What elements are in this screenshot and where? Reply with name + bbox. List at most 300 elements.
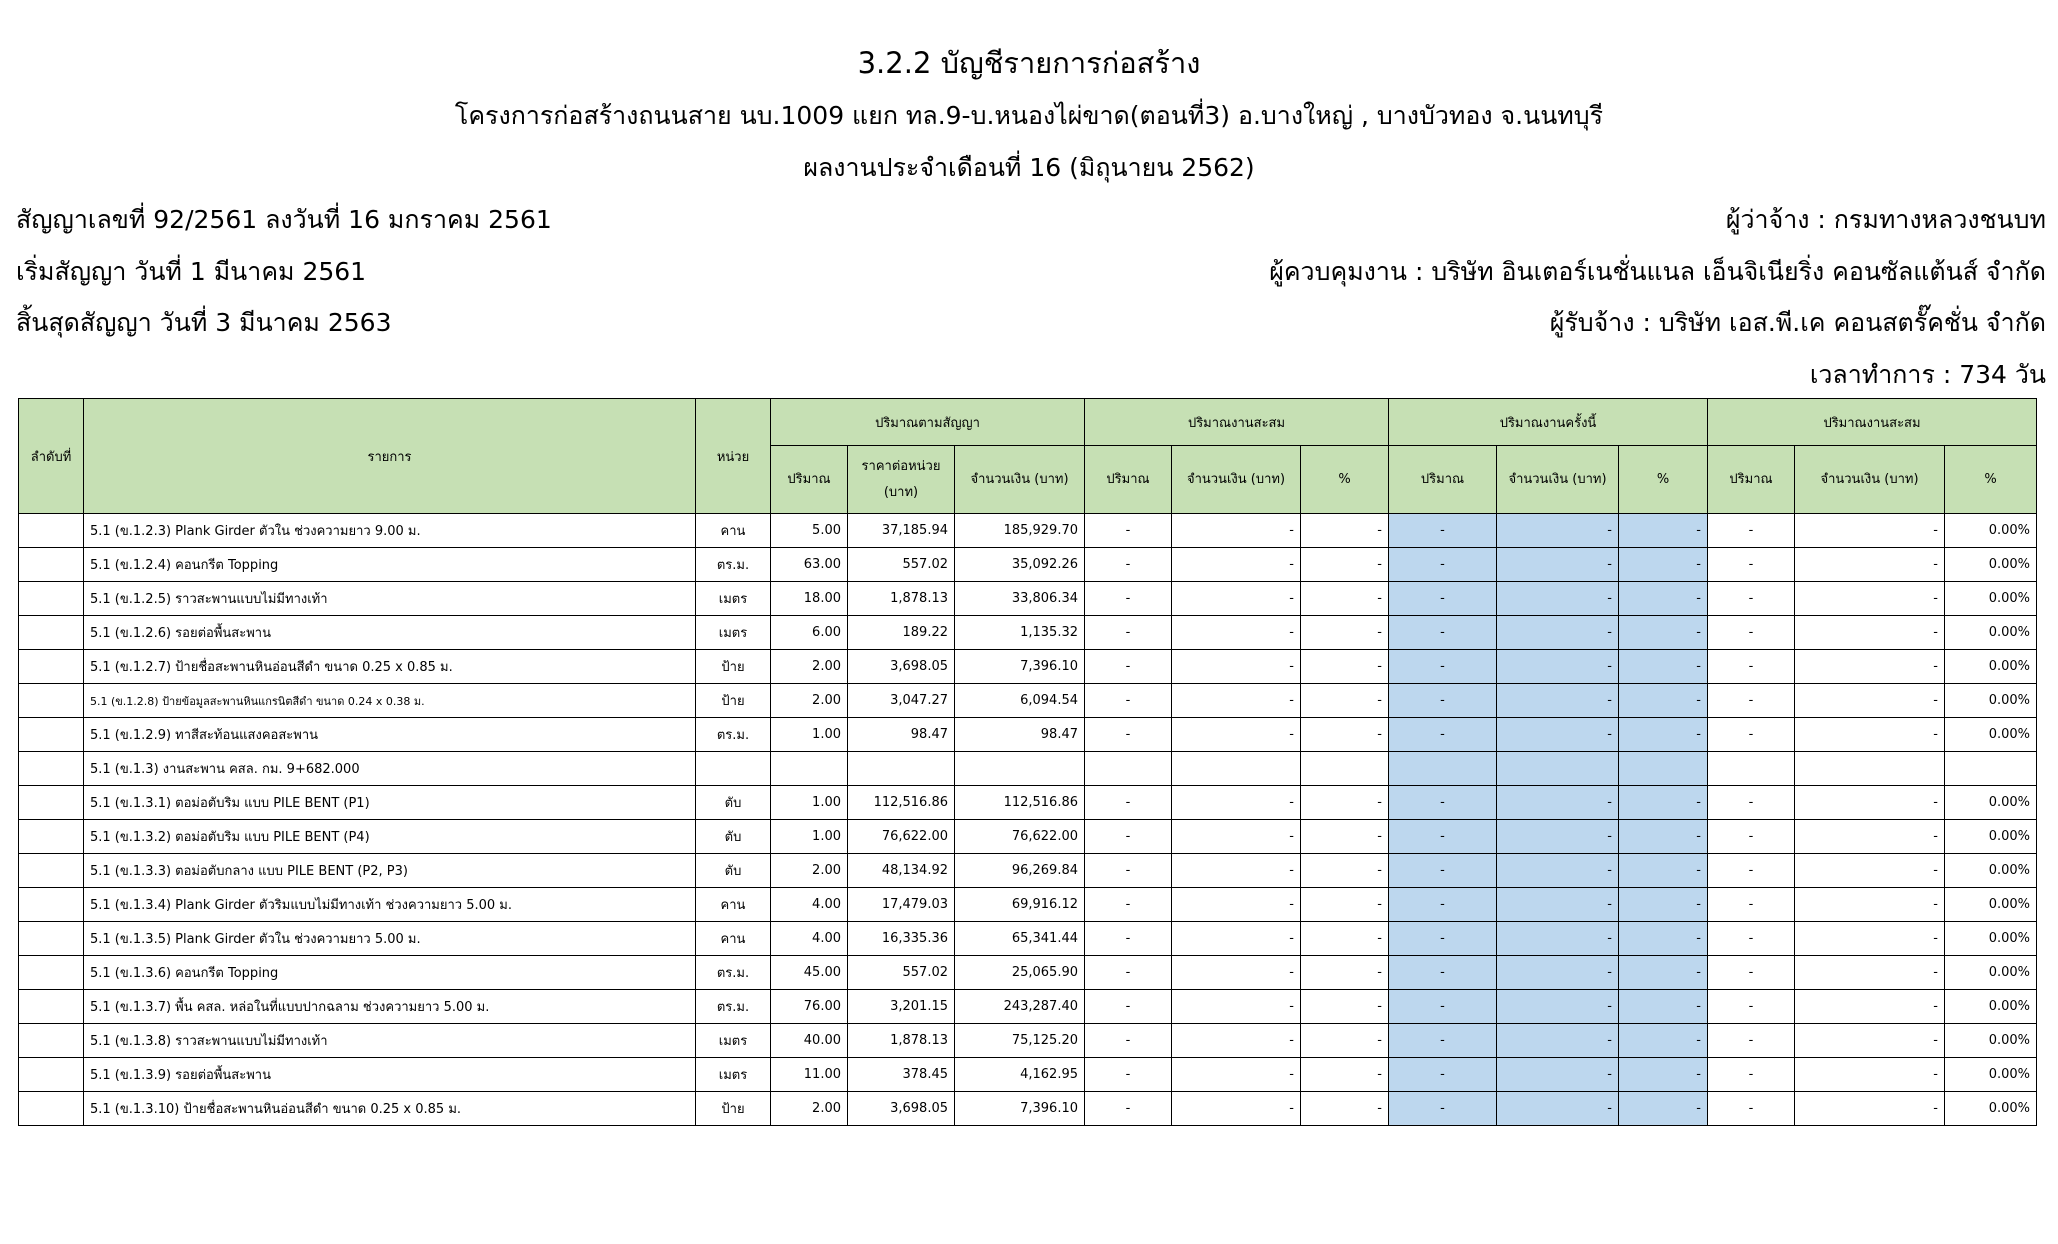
cell-contract-amount: 112,516.86 (955, 786, 1085, 820)
cell-item: 5.1 (ข.1.3.5) Plank Girder ตัวใน ช่วงความยาว 5.00 ม. (84, 922, 696, 956)
cell-contract-qty (771, 752, 848, 786)
cell-cum-amount: - (1795, 990, 1945, 1024)
cell-unit-price: 37,185.94 (848, 514, 955, 548)
cell-no (19, 752, 84, 786)
cell-no (19, 990, 84, 1024)
cell-unit: ป้าย (696, 650, 771, 684)
cell-no (19, 1024, 84, 1058)
cell-item: 5.1 (ข.1.3.3) ตอม่อตับกลาง แบบ PILE BENT (P2, P3) (84, 854, 696, 888)
cell-no (19, 582, 84, 616)
cell-prev-amount: - (1172, 820, 1301, 854)
table-row (19, 820, 2037, 854)
table-row (19, 548, 2037, 582)
cell-current-amount: - (1497, 1092, 1619, 1126)
cell-unit: ตร.ม. (696, 956, 771, 990)
cell-prev-percent: - (1301, 854, 1389, 888)
cell-cum-qty: - (1708, 616, 1795, 650)
cell-prev-percent: - (1301, 956, 1389, 990)
construction-items-table (18, 398, 2037, 1126)
cell-prev-amount: - (1172, 888, 1301, 922)
cell-prev-qty: - (1085, 854, 1172, 888)
cell-cum-amount: - (1795, 616, 1945, 650)
cell-current-qty: - (1389, 888, 1497, 922)
working-duration: เวลาทำการ : 734 วัน (1809, 360, 2046, 389)
cell-current-amount: - (1497, 582, 1619, 616)
cell-contract-amount: 98.47 (955, 718, 1085, 752)
cell-prev-qty: - (1085, 514, 1172, 548)
cell-cum-qty: - (1708, 684, 1795, 718)
table-row (19, 684, 2037, 718)
cell-cum-percent: 0.00% (1945, 514, 2037, 548)
table-row (19, 650, 2037, 684)
cell-contract-qty: 4.00 (771, 922, 848, 956)
cell-cum-percent: 0.00% (1945, 650, 2037, 684)
cell-section-title: 5.1 (ข.1.3) งานสะพาน คสล. กม. 9+682.000 (84, 752, 696, 786)
cell-current-qty: - (1389, 990, 1497, 1024)
cell-no (19, 514, 84, 548)
cell-contract-amount: 243,287.40 (955, 990, 1085, 1024)
cell-cum-qty: - (1708, 1092, 1795, 1126)
cell-unit-price: 378.45 (848, 1058, 955, 1092)
header-group-previous: ปริมาณงานสะสม (1085, 399, 1389, 446)
cell-contract-qty: 63.00 (771, 548, 848, 582)
cell-cum-qty: - (1708, 786, 1795, 820)
table-row (19, 514, 2037, 548)
header-group-current: ปริมาณงานครั้งนี้ (1389, 399, 1708, 446)
cell-current-amount: - (1497, 956, 1619, 990)
cell-unit-price: 76,622.00 (848, 820, 955, 854)
cell-cum-qty: - (1708, 548, 1795, 582)
table-row (19, 956, 2037, 990)
cell-prev-qty: - (1085, 684, 1172, 718)
cell-unit-price: 189.22 (848, 616, 955, 650)
cell-item: 5.1 (ข.1.2.9) ทาสีสะท้อนแสงคอสะพาน (84, 718, 696, 752)
cell-contract-amount: 25,065.90 (955, 956, 1085, 990)
cell-contract-qty: 2.00 (771, 684, 848, 718)
cell-current-percent: - (1619, 718, 1708, 752)
table-row (19, 990, 2037, 1024)
cell-unit: ตับ (696, 786, 771, 820)
cell-unit: ตร.ม. (696, 548, 771, 582)
cell-contract-amount: 96,269.84 (955, 854, 1085, 888)
cell-current-percent: - (1619, 922, 1708, 956)
cell-unit: ตร.ม. (696, 718, 771, 752)
cell-prev-amount: - (1172, 548, 1301, 582)
cell-prev-percent: - (1301, 514, 1389, 548)
cell-cum-amount: - (1795, 718, 1945, 752)
cell-prev-percent: - (1301, 718, 1389, 752)
cell-cum-percent: 0.00% (1945, 718, 2037, 752)
cell-unit: เมตร (696, 1058, 771, 1092)
cell-contract-qty: 45.00 (771, 956, 848, 990)
cell-prev-amount: - (1172, 514, 1301, 548)
cell-unit-price: 1,878.13 (848, 582, 955, 616)
cell-current-qty: - (1389, 548, 1497, 582)
cell-unit: ป้าย (696, 1092, 771, 1126)
table-row (19, 718, 2037, 752)
cell-cum-amount: - (1795, 514, 1945, 548)
cell-prev-qty: - (1085, 922, 1172, 956)
cell-prev-amount (1172, 752, 1301, 786)
cell-cum-amount: - (1795, 922, 1945, 956)
cell-cum-amount: - (1795, 582, 1945, 616)
cell-current-amount: - (1497, 854, 1619, 888)
cell-cum-amount: - (1795, 650, 1945, 684)
cell-no (19, 548, 84, 582)
cell-contract-qty: 11.00 (771, 1058, 848, 1092)
cell-prev-amount: - (1172, 956, 1301, 990)
cell-item: 5.1 (ข.1.2.3) Plank Girder ตัวใน ช่วงความยาว 9.00 ม. (84, 514, 696, 548)
header-no: ลำดับที่ (19, 399, 84, 514)
cell-current-qty: - (1389, 956, 1497, 990)
cell-current-amount: - (1497, 1058, 1619, 1092)
cell-no (19, 820, 84, 854)
cell-prev-percent: - (1301, 650, 1389, 684)
cell-cum-percent: 0.00% (1945, 1024, 2037, 1058)
cell-prev-qty: - (1085, 888, 1172, 922)
cell-unit-price: 48,134.92 (848, 854, 955, 888)
cell-current-qty: - (1389, 786, 1497, 820)
cell-item: 5.1 (ข.1.3.6) คอนกรีต Topping (84, 956, 696, 990)
cell-item: 5.1 (ข.1.2.6) รอยต่อพื้นสะพาน (84, 616, 696, 650)
cell-prev-percent: - (1301, 820, 1389, 854)
cell-unit: ตับ (696, 820, 771, 854)
contractor: ผู้รับจ้าง : บริษัท เอส.พี.เค คอนสตรั๊คชั่น จำกัด (1549, 308, 2046, 337)
cell-prev-amount: - (1172, 616, 1301, 650)
cell-cum-qty (1708, 752, 1795, 786)
cell-cum-amount: - (1795, 854, 1945, 888)
cell-cum-percent: 0.00% (1945, 820, 2037, 854)
cell-contract-amount: 7,396.10 (955, 650, 1085, 684)
cell-prev-percent: - (1301, 922, 1389, 956)
cell-contract-amount: 4,162.95 (955, 1058, 1085, 1092)
cell-prev-qty: - (1085, 820, 1172, 854)
cell-cum-amount: - (1795, 1024, 1945, 1058)
cell-unit-price: 16,335.36 (848, 922, 955, 956)
cell-contract-qty: 2.00 (771, 650, 848, 684)
cell-contract-qty: 4.00 (771, 888, 848, 922)
cell-contract-qty: 6.00 (771, 616, 848, 650)
cell-contract-amount: 7,396.10 (955, 1092, 1085, 1126)
cell-unit: เมตร (696, 582, 771, 616)
cell-cum-percent: 0.00% (1945, 616, 2037, 650)
cell-item: 5.1 (ข.1.2.4) คอนกรีต Topping (84, 548, 696, 582)
cell-unit: เมตร (696, 616, 771, 650)
cell-contract-qty: 40.00 (771, 1024, 848, 1058)
cell-current-qty: - (1389, 514, 1497, 548)
cell-cum-percent: 0.00% (1945, 548, 2037, 582)
header-qty: ปริมาณ (1389, 446, 1497, 514)
cell-prev-qty: - (1085, 1024, 1172, 1058)
cell-current-amount (1497, 752, 1619, 786)
header-amount: จำนวนเงิน (บาท) (955, 446, 1085, 514)
table-row (19, 582, 2037, 616)
header-amount: จำนวนเงิน (บาท) (1795, 446, 1945, 514)
cell-cum-percent: 0.00% (1945, 582, 2037, 616)
cell-prev-percent: - (1301, 888, 1389, 922)
cell-prev-amount: - (1172, 990, 1301, 1024)
cell-contract-qty: 2.00 (771, 1092, 848, 1126)
header-amount: จำนวนเงิน (บาท) (1497, 446, 1619, 514)
cell-contract-amount: 185,929.70 (955, 514, 1085, 548)
cell-prev-amount: - (1172, 1024, 1301, 1058)
table-row (19, 1058, 2037, 1092)
cell-no (19, 922, 84, 956)
cell-current-amount: - (1497, 548, 1619, 582)
cell-unit-price (848, 752, 955, 786)
cell-prev-percent: - (1301, 616, 1389, 650)
cell-current-qty: - (1389, 616, 1497, 650)
cell-contract-amount: 1,135.32 (955, 616, 1085, 650)
cell-current-amount: - (1497, 616, 1619, 650)
table-section-row (19, 752, 2037, 786)
cell-cum-percent: 0.00% (1945, 1058, 2037, 1092)
cell-cum-percent: 0.00% (1945, 786, 2037, 820)
cell-current-amount: - (1497, 888, 1619, 922)
cell-no (19, 956, 84, 990)
table-row (19, 616, 2037, 650)
cell-prev-amount: - (1172, 854, 1301, 888)
cell-prev-qty: - (1085, 582, 1172, 616)
cell-prev-amount: - (1172, 650, 1301, 684)
table-row (19, 854, 2037, 888)
cell-prev-qty: - (1085, 990, 1172, 1024)
cell-no (19, 616, 84, 650)
cell-cum-qty: - (1708, 888, 1795, 922)
cell-cum-percent: 0.00% (1945, 684, 2037, 718)
cell-prev-qty: - (1085, 650, 1172, 684)
table-row (19, 888, 2037, 922)
cell-prev-qty: - (1085, 786, 1172, 820)
cell-current-percent: - (1619, 684, 1708, 718)
cell-contract-qty: 1.00 (771, 820, 848, 854)
cell-prev-amount: - (1172, 1058, 1301, 1092)
employer: ผู้ว่าจ้าง : กรมทางหลวงชนบท (1725, 205, 2046, 234)
cell-no (19, 854, 84, 888)
cell-cum-qty: - (1708, 718, 1795, 752)
cell-contract-amount: 35,092.26 (955, 548, 1085, 582)
header-percent: % (1945, 446, 2037, 514)
header-qty: ปริมาณ (1708, 446, 1795, 514)
cell-contract-amount: 33,806.34 (955, 582, 1085, 616)
cell-no (19, 888, 84, 922)
cell-cum-percent: 0.00% (1945, 956, 2037, 990)
cell-current-percent: - (1619, 650, 1708, 684)
cell-contract-amount: 69,916.12 (955, 888, 1085, 922)
cell-current-qty: - (1389, 1092, 1497, 1126)
cell-current-amount: - (1497, 990, 1619, 1024)
cell-current-amount: - (1497, 718, 1619, 752)
cell-contract-amount: 76,622.00 (955, 820, 1085, 854)
cell-unit: คาน (696, 514, 771, 548)
cell-current-qty: - (1389, 1058, 1497, 1092)
cell-item: 5.1 (ข.1.2.5) ราวสะพานแบบไม่มีทางเท้า (84, 582, 696, 616)
table-row (19, 786, 2037, 820)
cell-contract-qty: 76.00 (771, 990, 848, 1024)
cell-prev-amount: - (1172, 922, 1301, 956)
cell-current-percent: - (1619, 820, 1708, 854)
cell-current-percent: - (1619, 548, 1708, 582)
cell-cum-amount (1795, 752, 1945, 786)
cell-cum-amount: - (1795, 548, 1945, 582)
cell-current-qty: - (1389, 1024, 1497, 1058)
cell-current-percent: - (1619, 514, 1708, 548)
cell-cum-amount: - (1795, 786, 1945, 820)
cell-current-percent: - (1619, 888, 1708, 922)
cell-current-amount: - (1497, 820, 1619, 854)
cell-current-qty: - (1389, 582, 1497, 616)
cell-unit: เมตร (696, 1024, 771, 1058)
cell-no (19, 1058, 84, 1092)
header-qty: ปริมาณ (771, 446, 848, 514)
cell-prev-qty: - (1085, 1092, 1172, 1126)
cell-current-percent: - (1619, 990, 1708, 1024)
cell-prev-percent: - (1301, 684, 1389, 718)
cell-current-percent: - (1619, 582, 1708, 616)
cell-prev-percent: - (1301, 1058, 1389, 1092)
supervisor: ผู้ควบคุมงาน : บริษัท อินเตอร์เนชั่นแนล เอ็นจิเนียริ่ง คอนซัลแต้นส์ จำกัด (1269, 257, 2046, 286)
cell-current-qty: - (1389, 684, 1497, 718)
cell-current-amount: - (1497, 786, 1619, 820)
cell-prev-amount: - (1172, 684, 1301, 718)
cell-contract-qty: 2.00 (771, 854, 848, 888)
cell-cum-qty: - (1708, 854, 1795, 888)
cell-cum-qty: - (1708, 990, 1795, 1024)
cell-current-percent: - (1619, 786, 1708, 820)
cell-current-percent (1619, 752, 1708, 786)
contract-end: สิ้นสุดสัญญา วันที่ 3 มีนาคม 2563 (16, 308, 392, 337)
header-group-contract: ปริมาณตามสัญญา (771, 399, 1085, 446)
cell-unit-price: 98.47 (848, 718, 955, 752)
contract-start: เริ่มสัญญา วันที่ 1 มีนาคม 2561 (16, 257, 367, 286)
contract-number: สัญญาเลขที่ 92/2561 ลงวันที่ 16 มกราคม 2561 (16, 205, 552, 234)
header-unit: หน่วย (696, 399, 771, 514)
cell-prev-percent: - (1301, 1024, 1389, 1058)
cell-prev-percent: - (1301, 582, 1389, 616)
cell-unit-price: 3,698.05 (848, 1092, 955, 1126)
cell-cum-qty: - (1708, 820, 1795, 854)
cell-prev-percent (1301, 752, 1389, 786)
cell-current-percent: - (1619, 854, 1708, 888)
table-row (19, 1024, 2037, 1058)
cell-contract-amount: 75,125.20 (955, 1024, 1085, 1058)
cell-prev-qty (1085, 752, 1172, 786)
cell-no (19, 1092, 84, 1126)
cell-unit-price: 17,479.03 (848, 888, 955, 922)
header-percent: % (1619, 446, 1708, 514)
cell-cum-qty: - (1708, 1024, 1795, 1058)
cell-unit: คาน (696, 888, 771, 922)
table-row (19, 1092, 2037, 1126)
cell-item: 5.1 (ข.1.3.7) พื้น คสล. หล่อในที่แบบปากฉลาม ช่วงความยาว 5.00 ม. (84, 990, 696, 1024)
cell-unit-price: 1,878.13 (848, 1024, 955, 1058)
cell-unit-price: 557.02 (848, 548, 955, 582)
cell-unit-price: 3,047.27 (848, 684, 955, 718)
cell-current-amount: - (1497, 922, 1619, 956)
cell-current-qty: - (1389, 820, 1497, 854)
cell-cum-qty: - (1708, 1058, 1795, 1092)
cell-prev-amount: - (1172, 1092, 1301, 1126)
cell-item: 5.1 (ข.1.3.2) ตอม่อตับริม แบบ PILE BENT (P4) (84, 820, 696, 854)
cell-prev-percent: - (1301, 990, 1389, 1024)
cell-unit: ป้าย (696, 684, 771, 718)
cell-cum-amount: - (1795, 1092, 1945, 1126)
cell-current-amount: - (1497, 684, 1619, 718)
cell-no (19, 786, 84, 820)
cell-cum-qty: - (1708, 922, 1795, 956)
cell-item: 5.1 (ข.1.3.9) รอยต่อพื้นสะพาน (84, 1058, 696, 1092)
cell-unit-price: 112,516.86 (848, 786, 955, 820)
cell-prev-qty: - (1085, 956, 1172, 990)
cell-current-percent: - (1619, 956, 1708, 990)
header-qty: ปริมาณ (1085, 446, 1172, 514)
project-name: โครงการก่อสร้างถนนสาย นบ.1009 แยก ทล.9-บ.หนองไผ่ขาด(ตอนที่3) อ.บางใหญ่ , บางบัวทอง จ.นนทบุรี (454, 101, 1604, 130)
cell-no (19, 718, 84, 752)
cell-item: 5.1 (ข.1.2.8) ป้ายข้อมูลสะพานหินแกรนิตสีดำ ขนาด 0.24 x 0.38 ม. (84, 684, 696, 718)
cell-cum-percent: 0.00% (1945, 854, 2037, 888)
cell-current-qty: - (1389, 718, 1497, 752)
cell-current-percent: - (1619, 1024, 1708, 1058)
cell-current-amount: - (1497, 1024, 1619, 1058)
cell-contract-qty: 1.00 (771, 718, 848, 752)
cell-prev-percent: - (1301, 1092, 1389, 1126)
report-period: ผลงานประจำเดือนที่ 16 (มิถุนายน 2562) (803, 153, 1255, 182)
cell-cum-percent: 0.00% (1945, 888, 2037, 922)
cell-prev-qty: - (1085, 1058, 1172, 1092)
header-group-cumulative: ปริมาณงานสะสม (1708, 399, 2037, 446)
header-percent: % (1301, 446, 1389, 514)
cell-unit-price: 3,201.15 (848, 990, 955, 1024)
cell-cum-percent: 0.00% (1945, 990, 2037, 1024)
cell-unit: ตร.ม. (696, 990, 771, 1024)
cell-prev-amount: - (1172, 718, 1301, 752)
cell-prev-qty: - (1085, 616, 1172, 650)
cell-prev-percent: - (1301, 548, 1389, 582)
cell-item: 5.1 (ข.1.3.1) ตอม่อตับริม แบบ PILE BENT (P1) (84, 786, 696, 820)
cell-contract-qty: 18.00 (771, 582, 848, 616)
cell-cum-qty: - (1708, 956, 1795, 990)
cell-cum-qty: - (1708, 514, 1795, 548)
cell-current-qty: - (1389, 854, 1497, 888)
cell-prev-amount: - (1172, 582, 1301, 616)
cell-prev-qty: - (1085, 718, 1172, 752)
cell-contract-amount (955, 752, 1085, 786)
cell-cum-qty: - (1708, 650, 1795, 684)
header-item: รายการ (84, 399, 696, 514)
document-title: 3.2.2 บัญชีรายการก่อสร้าง (857, 46, 1201, 80)
cell-current-qty (1389, 752, 1497, 786)
cell-cum-percent: 0.00% (1945, 922, 2037, 956)
cell-current-qty: - (1389, 650, 1497, 684)
cell-cum-amount: - (1795, 956, 1945, 990)
cell-cum-amount: - (1795, 684, 1945, 718)
cell-item: 5.1 (ข.1.3.4) Plank Girder ตัวริมแบบไม่มีทางเท้า ช่วงความยาว 5.00 ม. (84, 888, 696, 922)
cell-current-amount: - (1497, 650, 1619, 684)
cell-contract-qty: 1.00 (771, 786, 848, 820)
cell-cum-percent: 0.00% (1945, 1092, 2037, 1126)
cell-unit: คาน (696, 922, 771, 956)
cell-item: 5.1 (ข.1.2.7) ป้ายชื่อสะพานหินอ่อนสีดำ ขนาด 0.25 x 0.85 ม. (84, 650, 696, 684)
cell-unit (696, 752, 771, 786)
cell-unit-price: 3,698.05 (848, 650, 955, 684)
cell-current-percent: - (1619, 1092, 1708, 1126)
cell-contract-amount: 65,341.44 (955, 922, 1085, 956)
cell-item: 5.1 (ข.1.3.8) ราวสะพานแบบไม่มีทางเท้า (84, 1024, 696, 1058)
cell-contract-amount: 6,094.54 (955, 684, 1085, 718)
cell-prev-amount: - (1172, 786, 1301, 820)
cell-cum-percent (1945, 752, 2037, 786)
cell-cum-qty: - (1708, 582, 1795, 616)
